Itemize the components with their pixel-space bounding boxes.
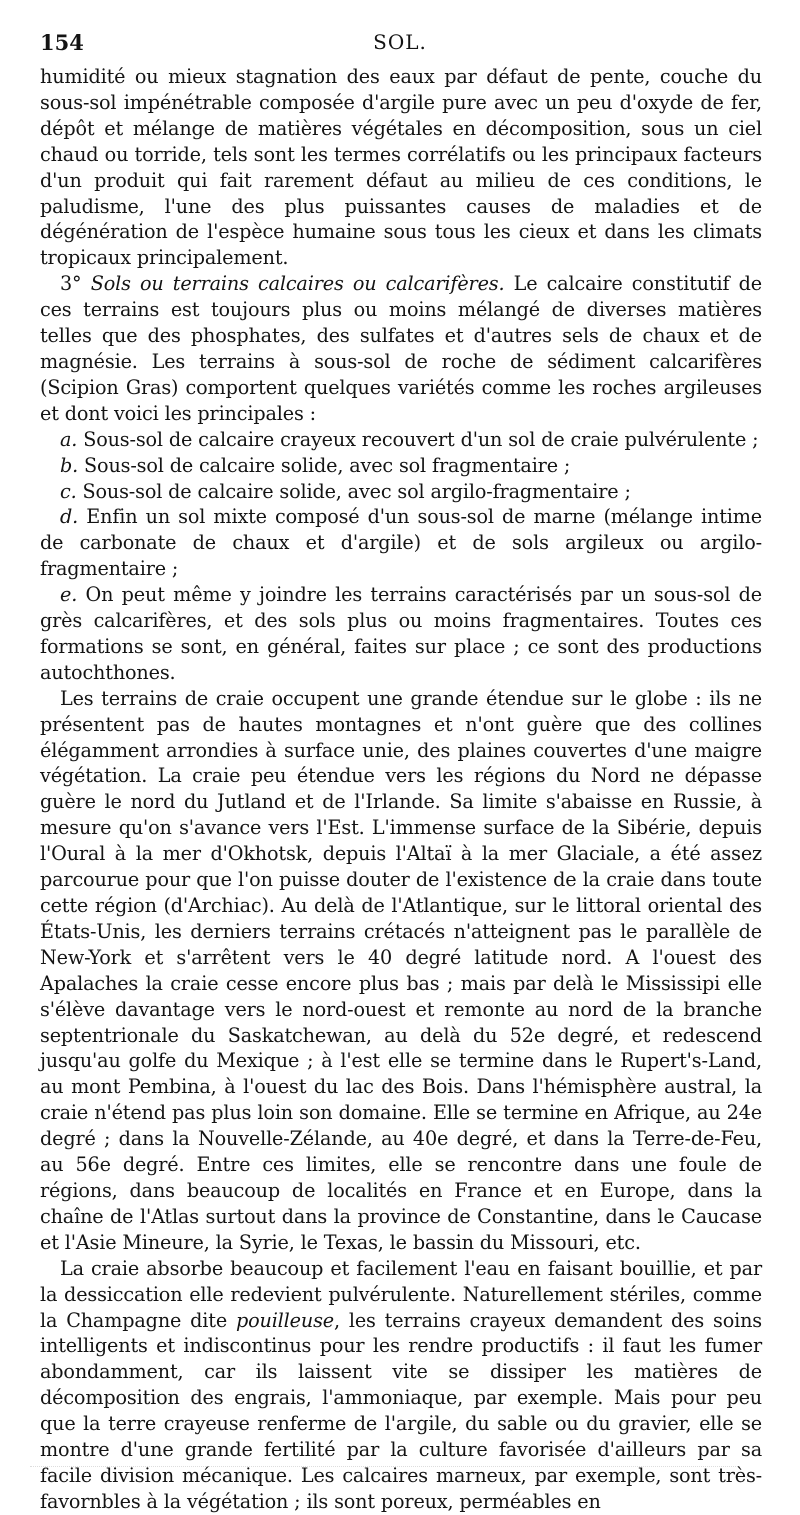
list-item	[40, 479, 762, 505]
body-text	[40, 64, 762, 1515]
page-number: 154	[40, 30, 84, 55]
list-item	[40, 504, 762, 582]
item-letter: d.	[60, 505, 79, 529]
item-text: Sous-sol de calcaire crayeux recouvert d'un sol de craie pulvérulente ;	[83, 427, 759, 451]
item-text: Sous-sol de calcaire solide, avec sol fragmentaire ;	[84, 453, 571, 477]
section-text: Le calcaire constitutif de ces terrains est toujours plus ou moins mélangé de diverses matières telles que des phosphates, des sulfates et d'autres sels de chaux et de magnésie. Les terrains à sous-sol de roche de sédiment calcarifères (Scipion Gras) comportent quelques variétés comme les roches argileuses et dont voici les principales :	[40, 272, 763, 425]
item-letter: e.	[60, 583, 78, 607]
paragraph-craie: Les terrains de craie occupent une grande étendue sur le globe : ils ne présentent pas de hautes montagnes et n'ont guère que des collines élégamment arrondies à surface unie, des plaines couvertes d'une maigre végétation. La craie peu étendue vers les régions du Nord ne dépasse guère le nord du Jutland et de l'Irlande. Sa limite s'abaisse en Russie, à mesure qu'on s'avance vers l'Est. L'immense surface de la Sibérie, depuis l'Oural à la mer d'Okhotsk, depuis l'Altaï à la mer Glaciale, a été assez parcourue pour que l'on puisse douter de l'existence de la craie dans toute cette région (d'Archiac). Au delà de l'Atlantique, sur le littoral oriental des États-Unis, les derniers terrains crétacés n'atteignent pas le parallèle de New-York et s'arrêtent vers le 40 degré latitude nord. A l'ouest des Apalaches la craie cesse encore plus bas ; mais par delà le Mississipi elle s'élève davantage vers le nord-ouest et remonte au nord de la branche septentrionale du Saskatchewan, au delà du 52e degré, et redescend jusqu'au golfe du Mexique ; à l'est elle se termine dans le Rupert's-Land, au mont Pembina, à l'ouest du lac des Bois. Dans l'hémisphère austral, la craie n'étend pas plus loin son domaine. Elle se termine en Afrique, au 24e degré ; dans la Nouvelle-Zélande, au 40e degré, et dans la Terre-de-Feu, au 56e degré. Entre ces limites, elle se rencontre dans une foule de régions, dans beaucoup de localités en France et en Europe, dans la chaîne de l'Atlas surtout dans la province de Constantine, dans le Caucase et l'Asie Mineure, la Syrie, le Texas, le bassin du Missouri, etc.	[40, 686, 762, 1254]
bottom-scan-artifact	[30, 1466, 740, 1471]
section-number: 3°	[60, 272, 82, 296]
section-calcaires	[40, 271, 762, 426]
italic-term: pouilleuse	[235, 1308, 334, 1332]
item-text: Enfin un sol mixte composé d'un sous-sol de marne (mélange intime de carbonate de chaux et d'argile) et de sols argileux ou argilo-fragmentaire ;	[40, 505, 762, 581]
paragraph-absorbe	[40, 1256, 762, 1515]
item-letter: c.	[60, 479, 77, 503]
list-item	[40, 427, 762, 453]
list-item	[40, 582, 762, 686]
item-letter: a.	[60, 427, 78, 451]
running-title: SOL.	[373, 30, 427, 54]
paragraph-paludisme: humidité ou mieux stagnation des eaux par défaut de pente, couche du sous-sol impénétrable composée d'argile pure avec un peu d'oxyde de fer, dépôt et mélange de matières végétales en décomposition, sous un ciel chaud ou torride, tels sont les termes corrélatifs ou les principaux facteurs d'un produit qui fait rarement défaut au milieu de ces conditions, le paludisme, l'une des plus puissantes causes de maladies et de dégénération de l'espèce humaine sous tous les cieux et dans les climats tropicaux principalement.	[40, 65, 762, 270]
item-text: On peut même y joindre les terrains caractérisés par un sous-sol de grès calcarifères, et des sols plus ou moins fragmentaires. Toutes ces formations se sont, en général, faites sur place ; ce sont des productions autochthones.	[40, 583, 762, 684]
list-item	[40, 453, 762, 479]
item-text: Sous-sol de calcaire solide, avec sol argilo-fragmentaire ;	[82, 479, 631, 503]
item-letter: b.	[60, 453, 79, 477]
paragraph-absorbe-start: La craie absorbe beaucoup et facilement l'eau en faisant bouillie, et par la dessiccation elle redevient pulvérulente. Naturellement stériles, comme la Champagne dite	[40, 1256, 762, 1332]
section-title: Sols ou terrains calcaires ou calcarifères.	[90, 272, 505, 296]
page-header	[40, 30, 760, 58]
paragraph-absorbe-end: , les terrains crayeux demandent des soins intelligents et indiscontinus pour les rendre productifs : il faut les fumer abondamment, car ils laissent vite se dissiper les matières de décomposition des engrais, l'ammoniaque, par exemple. Mais pour peu que la terre crayeuse renferme de l'argile, du sable ou du gravier, elle se montre d'une grande fertilité par la culture favorisée d'ailleurs par sa facile division mécanique. Les calcaires marneux, par exemple, sont très-favornbles à la végétation ; ils sont poreux, perméables en	[40, 1308, 762, 1513]
